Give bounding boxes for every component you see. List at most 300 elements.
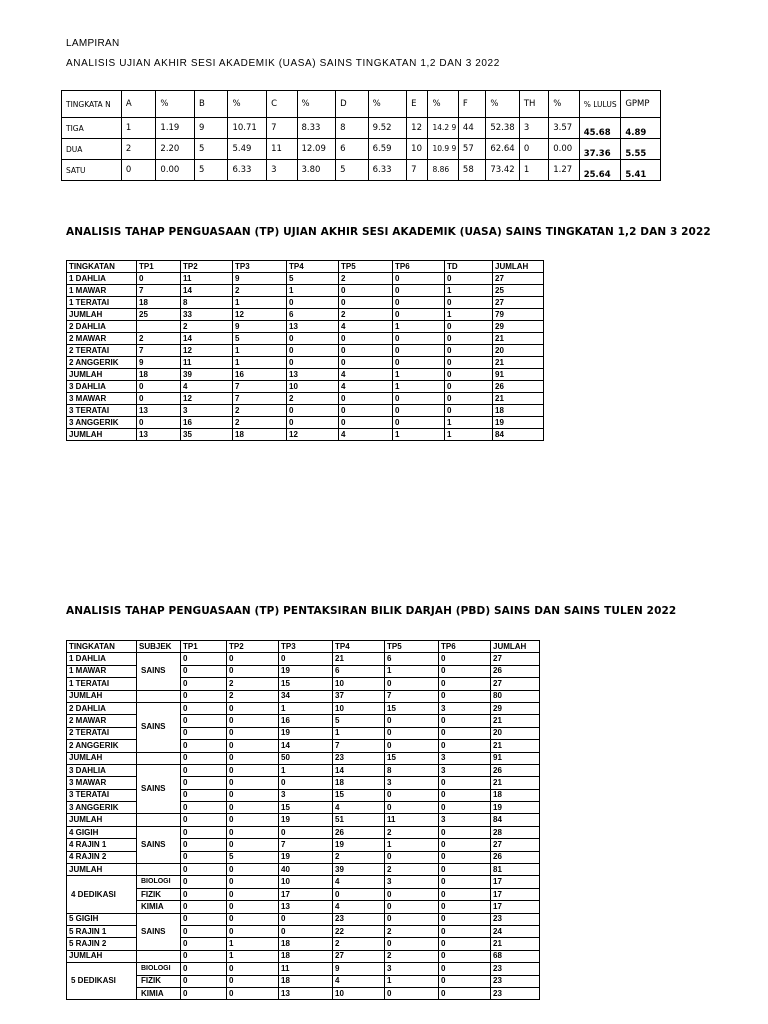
table-cell: 17	[491, 888, 540, 900]
column-header: TP1	[181, 641, 227, 653]
table-row	[67, 826, 540, 838]
table-cell: 1	[227, 938, 279, 950]
header-row	[67, 261, 544, 273]
table-cell: 0	[439, 777, 491, 789]
table-cell: 0	[385, 715, 439, 727]
table-cell: 26	[491, 851, 540, 863]
table-cell: 13	[287, 369, 339, 381]
table-cell: 0	[181, 678, 227, 690]
table-cell: 21	[491, 777, 540, 789]
table-cell: 27	[491, 678, 540, 690]
table-cell: 0	[287, 417, 339, 429]
table-row	[67, 333, 544, 345]
subject-cell: BIOLOGI	[137, 963, 181, 975]
table-cell: 0	[287, 297, 339, 309]
table-cell: 0	[279, 826, 333, 838]
table-cell: 0	[439, 901, 491, 913]
table-cell: 0	[393, 405, 445, 417]
table-cell: 1	[121, 118, 156, 139]
table-row	[67, 975, 540, 987]
uasa-grade-table	[61, 90, 661, 181]
table-cell: 0	[445, 369, 493, 381]
table-cell: 0	[439, 876, 491, 888]
table-cell: 1	[445, 285, 493, 297]
table-cell: 0	[181, 826, 227, 838]
column-header: B	[194, 91, 228, 118]
table-cell: 0	[439, 950, 491, 962]
table-cell: 19	[279, 727, 333, 739]
row-label: 2 TERATAI	[67, 727, 137, 739]
column-header: TP2	[227, 641, 279, 653]
table-cell: 0	[439, 789, 491, 801]
tp-pbd-table	[66, 640, 540, 1000]
table-cell: 2	[233, 417, 287, 429]
row-label: 3 ANGGERIK	[67, 417, 137, 429]
table-cell: 9	[194, 118, 228, 139]
table-cell: 0	[227, 665, 279, 677]
table-cell: 18	[491, 789, 540, 801]
table-row	[67, 405, 544, 417]
table-cell: 0	[445, 273, 493, 285]
table-cell: 18	[279, 975, 333, 987]
table-cell: 0	[439, 727, 491, 739]
subject-cell: KIMIA	[137, 987, 181, 999]
table-cell: 21	[493, 333, 544, 345]
header-row	[67, 641, 540, 653]
table-cell: 0	[439, 963, 491, 975]
table-cell: 27	[491, 839, 540, 851]
table-cell: 18	[233, 429, 287, 441]
column-header: JUMLAH	[493, 261, 544, 273]
table-cell: 2	[385, 925, 439, 937]
column-header: A	[121, 91, 156, 118]
table-cell: 13	[279, 901, 333, 913]
table-cell: 17	[491, 901, 540, 913]
table-cell: 19	[279, 814, 333, 826]
table-cell: 2	[233, 405, 287, 417]
table-cell: 0	[439, 740, 491, 752]
table-row	[67, 814, 540, 826]
table-cell: 0	[439, 653, 491, 665]
table-cell: 23	[333, 752, 385, 764]
column-header: TP6	[439, 641, 491, 653]
table-cell: 14.2 9	[428, 118, 458, 139]
table-cell: 3.57	[549, 118, 579, 139]
table-cell: 6	[385, 653, 439, 665]
table-cell: 0	[519, 139, 548, 160]
table-row	[67, 393, 544, 405]
table-cell: 8	[181, 297, 233, 309]
table-cell: 10.9 9	[428, 139, 458, 160]
table-cell: 0	[385, 740, 439, 752]
table-cell: 3	[181, 405, 233, 417]
table-cell: 21	[493, 357, 544, 369]
table-cell: 1	[393, 429, 445, 441]
table-cell: 29	[491, 702, 540, 714]
table-cell: 3	[385, 963, 439, 975]
table-cell: 0	[227, 653, 279, 665]
table-cell: 10	[279, 876, 333, 888]
row-label: 5 RAJIN 2	[67, 938, 137, 950]
table-cell: 12	[287, 429, 339, 441]
table-cell: 0	[137, 417, 181, 429]
row-label: 2 MAWAR	[67, 715, 137, 727]
table-cell: 0	[439, 678, 491, 690]
table-row	[67, 357, 544, 369]
table-cell: 0	[339, 297, 393, 309]
table-cell: 0	[439, 851, 491, 863]
table-cell: 23	[491, 975, 540, 987]
table-row	[67, 345, 544, 357]
table-cell: 0	[227, 752, 279, 764]
table-cell: 3	[519, 118, 548, 139]
table-cell: 0	[279, 777, 333, 789]
table-cell: 24	[491, 925, 540, 937]
table-cell: 1	[445, 429, 493, 441]
table-row	[67, 381, 544, 393]
table-cell: 2	[121, 139, 156, 160]
table-cell: 5	[227, 851, 279, 863]
table-cell: 18	[493, 405, 544, 417]
table-cell: 11	[181, 357, 233, 369]
table-cell: 25.64	[579, 160, 621, 181]
table-row	[67, 950, 540, 962]
row-label: JUMLAH	[67, 864, 137, 876]
table-cell: 62.64	[486, 139, 520, 160]
column-header: JUMLAH	[491, 641, 540, 653]
table-cell: 0	[279, 925, 333, 937]
table-cell: 15	[333, 789, 385, 801]
table-cell: 0	[339, 357, 393, 369]
table-cell: 2	[339, 309, 393, 321]
row-label: JUMLAH	[67, 309, 137, 321]
table-cell: 0	[439, 913, 491, 925]
header-row	[62, 91, 661, 118]
table-cell: 1	[393, 381, 445, 393]
table-cell: 12	[181, 345, 233, 357]
table-cell: 3.80	[297, 160, 336, 181]
table-row	[67, 297, 544, 309]
column-header: SUBJEK	[137, 641, 181, 653]
table-cell: 10	[333, 702, 385, 714]
table-cell: 0	[227, 777, 279, 789]
table-cell: 0	[227, 814, 279, 826]
table-cell: 0	[227, 789, 279, 801]
table-cell: 2	[227, 678, 279, 690]
table-cell: 0	[339, 393, 393, 405]
table-cell: 0	[227, 839, 279, 851]
table-cell: 0	[439, 690, 491, 702]
table-cell: 3	[267, 160, 297, 181]
table-cell: 9	[333, 963, 385, 975]
table-row	[67, 864, 540, 876]
table-cell: 4	[333, 901, 385, 913]
table-cell: 0	[385, 901, 439, 913]
table-cell: 11	[181, 273, 233, 285]
table-cell: 1	[385, 839, 439, 851]
row-label: JUMLAH	[67, 752, 137, 764]
row-label: 2 TERATAI	[67, 345, 137, 357]
row-label: 1 DAHLIA	[67, 273, 137, 285]
table-cell: 0	[181, 851, 227, 863]
table-cell: 1	[279, 764, 333, 776]
table-cell: 13	[287, 321, 339, 333]
table-cell: 12	[181, 393, 233, 405]
table-cell: 0	[227, 702, 279, 714]
table-cell: 0	[181, 789, 227, 801]
table-cell: 0	[137, 273, 181, 285]
column-header: TP3	[279, 641, 333, 653]
table-cell: 5	[194, 160, 228, 181]
row-label: 1 MAWAR	[67, 665, 137, 677]
table-row	[67, 417, 544, 429]
table-cell: 7	[279, 839, 333, 851]
table-cell: 37	[333, 690, 385, 702]
table-cell: 0	[279, 653, 333, 665]
table-cell: 0	[445, 345, 493, 357]
table-cell: 0	[439, 839, 491, 851]
table-cell: 0	[181, 752, 227, 764]
table-cell: 0	[181, 950, 227, 962]
column-header: TINGKATA N	[62, 91, 122, 118]
subject-cell: SAINS	[137, 826, 181, 863]
table-cell: 0	[121, 160, 156, 181]
row-label: 2 ANGGERIK	[67, 357, 137, 369]
table-cell: 0	[393, 357, 445, 369]
table-cell: 2	[339, 273, 393, 285]
table-cell: 20	[493, 345, 544, 357]
column-header: %	[368, 91, 407, 118]
table-cell: 0	[287, 405, 339, 417]
table-cell: 2	[227, 690, 279, 702]
table-cell: 1	[279, 702, 333, 714]
subject-cell: BIOLOGI	[137, 876, 181, 888]
table-cell: 0	[181, 938, 227, 950]
table-cell: 0	[181, 702, 227, 714]
table-cell: 26	[333, 826, 385, 838]
table-cell: 23	[491, 987, 540, 999]
table-cell: 0	[279, 913, 333, 925]
table-cell: 1	[385, 665, 439, 677]
table-cell: 0	[445, 405, 493, 417]
table-cell: 4	[339, 381, 393, 393]
table-cell: 10.71	[228, 118, 267, 139]
table-cell: 13	[279, 987, 333, 999]
row-label: 2 MAWAR	[67, 333, 137, 345]
table-cell: 19	[279, 851, 333, 863]
subject-cell: SAINS	[137, 913, 181, 950]
table-cell: 4	[333, 876, 385, 888]
table-cell: 0	[287, 333, 339, 345]
table-cell: 11	[279, 963, 333, 975]
table-cell: 26	[493, 381, 544, 393]
row-label: DUA	[62, 139, 122, 160]
row-label: 5 RAJIN 1	[67, 925, 137, 937]
table-cell: 0	[385, 789, 439, 801]
row-label: JUMLAH	[67, 429, 137, 441]
table-cell: 84	[491, 814, 540, 826]
table-cell: 0	[393, 285, 445, 297]
table-cell: 19	[491, 802, 540, 814]
table-cell: 3	[439, 752, 491, 764]
row-label: 4 GIGIH	[67, 826, 137, 838]
table-cell: 0	[287, 345, 339, 357]
table-cell: 7	[137, 285, 181, 297]
row-label: 4 DEDIKASI	[67, 876, 137, 913]
subject-cell	[137, 864, 181, 876]
table-cell: 14	[181, 333, 233, 345]
table-cell: 21	[491, 740, 540, 752]
subject-cell: FIZIK	[137, 975, 181, 987]
table-cell: 18	[333, 777, 385, 789]
table-cell: 25	[493, 285, 544, 297]
table-cell: 0	[385, 851, 439, 863]
table-cell: 0	[393, 273, 445, 285]
table-cell: 91	[491, 752, 540, 764]
column-header: TP5	[339, 261, 393, 273]
table-cell: 4	[181, 381, 233, 393]
table-cell: 0	[439, 888, 491, 900]
tp-uasa-table	[66, 260, 544, 441]
table-cell: 0	[445, 333, 493, 345]
table-cell: 5	[233, 333, 287, 345]
table-cell: 0	[227, 826, 279, 838]
table-row	[67, 987, 540, 999]
column-header: E	[407, 91, 428, 118]
table-cell: 0	[385, 678, 439, 690]
table-row	[67, 752, 540, 764]
table-cell	[137, 321, 181, 333]
table-cell: 5	[287, 273, 339, 285]
table-cell: 0	[439, 826, 491, 838]
table-cell: 18	[137, 369, 181, 381]
table-cell: 19	[279, 665, 333, 677]
table-cell: 2	[233, 285, 287, 297]
table-cell: 1	[385, 975, 439, 987]
table-row	[62, 118, 661, 139]
table-cell: 2	[333, 851, 385, 863]
column-header: TINGKATAN	[67, 641, 137, 653]
table-cell: 0	[385, 802, 439, 814]
table-cell: 9	[233, 321, 287, 333]
table-cell: 6.33	[228, 160, 267, 181]
table-cell: 1	[333, 727, 385, 739]
column-header: %	[228, 91, 267, 118]
column-header: TP4	[333, 641, 385, 653]
column-header: %	[156, 91, 195, 118]
table-cell: 1	[393, 321, 445, 333]
table-cell: 1	[233, 357, 287, 369]
table-cell: 4	[333, 975, 385, 987]
table-cell: 21	[491, 938, 540, 950]
tp-uasa-title: ANALISIS TAHAP PENGUASAAN (TP) UJIAN AKHIR SESI AKADEMIK (UASA) SAINS TINGKATAN 1,2 DAN 3 2022	[66, 226, 711, 238]
table-row	[67, 309, 544, 321]
table-cell: 0	[181, 802, 227, 814]
column-header: TP6	[393, 261, 445, 273]
table-cell: 4	[333, 802, 385, 814]
row-label: 5 GIGIH	[67, 913, 137, 925]
table-cell: 0	[227, 913, 279, 925]
table-cell: 40	[279, 864, 333, 876]
table-cell: 10	[287, 381, 339, 393]
table-cell: 44	[458, 118, 485, 139]
table-cell: 0	[181, 727, 227, 739]
table-cell: 6	[287, 309, 339, 321]
subject-cell: SAINS	[137, 764, 181, 814]
column-header: TP4	[287, 261, 339, 273]
row-label: 3 DAHLIA	[67, 381, 137, 393]
table-cell: 11	[385, 814, 439, 826]
table-cell: 19	[493, 417, 544, 429]
row-label: 1 TERATAI	[67, 297, 137, 309]
table-cell: 0	[181, 901, 227, 913]
table-cell: 3	[439, 702, 491, 714]
table-cell: 9.52	[368, 118, 407, 139]
table-cell: 0	[439, 987, 491, 999]
table-cell: 0	[137, 393, 181, 405]
table-cell: 7	[233, 381, 287, 393]
table-cell: 9	[137, 357, 181, 369]
table-cell: 13	[137, 429, 181, 441]
subject-cell	[137, 752, 181, 764]
table-cell: 81	[491, 864, 540, 876]
table-cell: 26	[491, 764, 540, 776]
table-cell: 0	[445, 381, 493, 393]
table-row	[67, 913, 540, 925]
column-header: %	[486, 91, 520, 118]
table-cell: 0	[181, 987, 227, 999]
table-cell: 35	[181, 429, 233, 441]
table-cell: 7	[267, 118, 297, 139]
row-label: 3 DAHLIA	[67, 764, 137, 776]
row-label: 2 DAHLIA	[67, 321, 137, 333]
table-cell: 6	[336, 139, 368, 160]
table-cell: 0	[439, 802, 491, 814]
table-cell: 2	[181, 321, 233, 333]
column-header: C	[267, 91, 297, 118]
table-cell: 10	[333, 987, 385, 999]
table-cell: 0	[227, 987, 279, 999]
table-cell: 7	[385, 690, 439, 702]
table-cell: 4	[339, 429, 393, 441]
table-cell: 12	[233, 309, 287, 321]
table-cell: 0	[445, 321, 493, 333]
table-cell: 0	[227, 901, 279, 913]
table-cell: 1	[287, 285, 339, 297]
row-label: 2 ANGGERIK	[67, 740, 137, 752]
table-row	[67, 901, 540, 913]
table-cell: 0	[393, 345, 445, 357]
table-cell: 17	[279, 888, 333, 900]
table-cell: 0.00	[156, 160, 195, 181]
row-label: 2 DAHLIA	[67, 702, 137, 714]
table-cell: 3	[439, 764, 491, 776]
table-cell: 0	[439, 938, 491, 950]
row-label: 3 TERATAI	[67, 405, 137, 417]
row-label: 4 RAJIN 2	[67, 851, 137, 863]
table-row	[67, 273, 544, 285]
table-cell: 1	[519, 160, 548, 181]
table-cell: 0.00	[549, 139, 579, 160]
table-cell: 0	[287, 357, 339, 369]
row-label: 3 MAWAR	[67, 777, 137, 789]
table-cell: 0	[339, 285, 393, 297]
table-cell: 0	[227, 876, 279, 888]
table-cell: 15	[279, 678, 333, 690]
table-row	[67, 321, 544, 333]
table-cell: 45.68	[579, 118, 621, 139]
table-cell: 0	[393, 309, 445, 321]
